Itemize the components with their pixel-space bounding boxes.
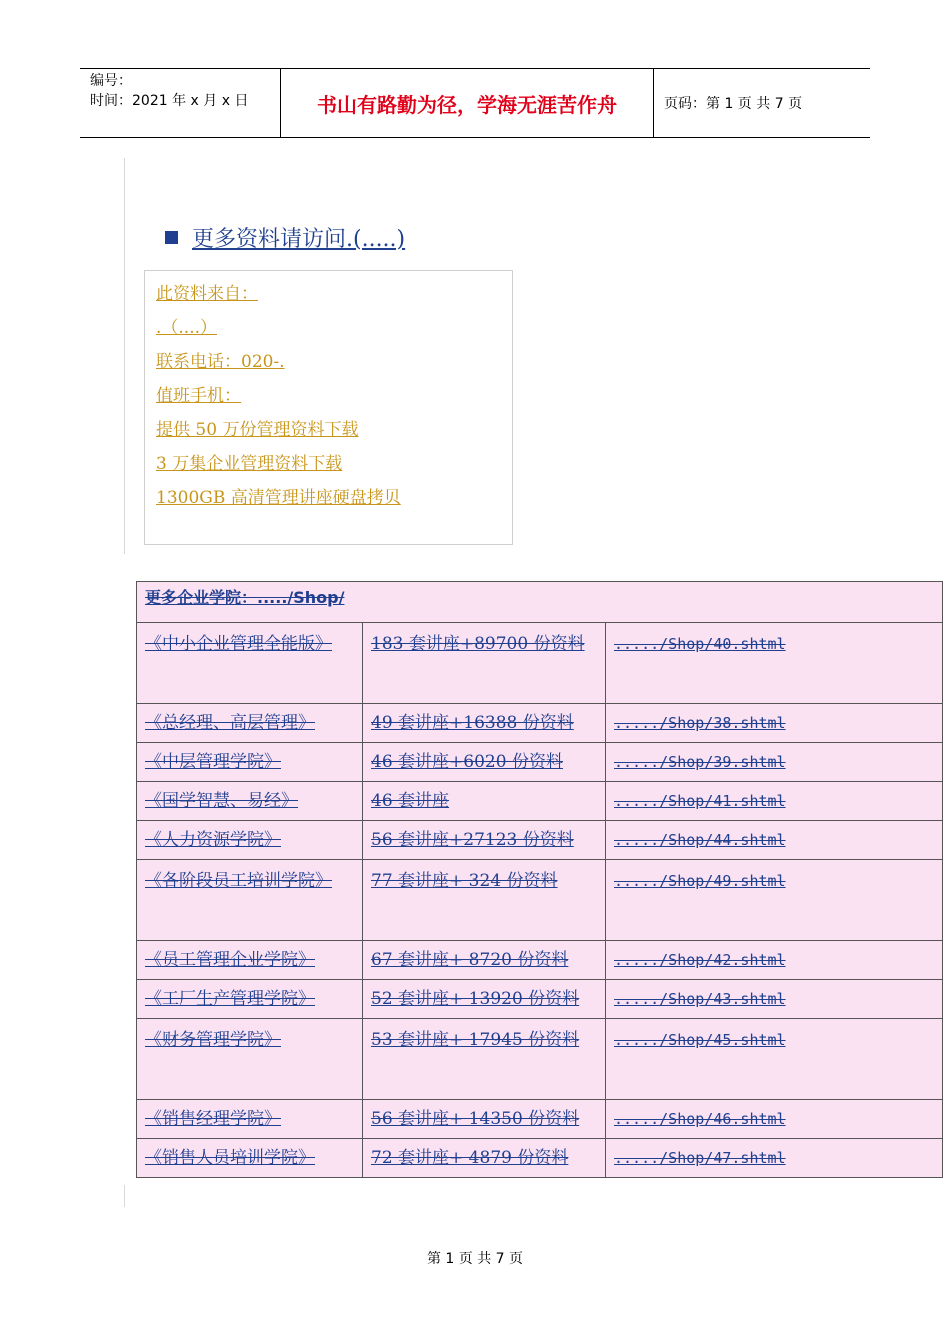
table-row	[137, 623, 943, 704]
header-motto: 书山有路勤为径，学海无涯苦作舟	[281, 69, 654, 137]
academy-url-cell[interactable]: ...../Shop/49.shtml	[606, 860, 943, 941]
academy-url-cell[interactable]: ...../Shop/45.shtml	[606, 1019, 943, 1100]
academy-url-cell[interactable]: ...../Shop/38.shtml	[606, 704, 943, 743]
source-line[interactable]: 值班手机：	[156, 386, 241, 406]
table-row	[137, 782, 943, 821]
academy-content-cell[interactable]: 72 套讲座+ 4879 份资料	[363, 1139, 606, 1178]
academy-url-cell[interactable]: ...../Shop/47.shtml	[606, 1139, 943, 1178]
table-row	[137, 980, 943, 1019]
header-page-number: 页码：第 1 页 共 7 页	[664, 96, 803, 112]
academy-content-cell[interactable]: 46 套讲座+6020 份资料	[363, 743, 606, 782]
academy-name-cell[interactable]: 《人力资源学院》	[137, 821, 363, 860]
academy-content-cell[interactable]: 77 套讲座+ 324 份资料	[363, 860, 606, 941]
margin-line	[124, 158, 125, 554]
table-row	[137, 1019, 943, 1100]
table-row	[137, 1139, 943, 1178]
source-line[interactable]: .（....）	[156, 318, 218, 338]
academy-name-cell[interactable]: 《各阶段员工培训学院》	[137, 860, 363, 941]
source-line[interactable]: 1300GB 高清管理讲座硬盘拷贝	[156, 488, 401, 508]
table-header-row	[137, 582, 943, 623]
source-line[interactable]: 提供 50 万份管理资料下载	[156, 420, 359, 440]
academy-content-cell[interactable]: 49 套讲座+16388 份资料	[363, 704, 606, 743]
academy-name-cell[interactable]: 《中小企业管理全能版》	[137, 623, 363, 704]
square-bullet-icon	[165, 231, 178, 244]
academy-name-cell[interactable]: 《工厂生产管理学院》	[137, 980, 363, 1019]
page-footer: 第 1 页 共 7 页	[426, 1251, 524, 1267]
source-info-box	[144, 270, 513, 545]
table-row	[137, 821, 943, 860]
source-line[interactable]: 此资料来自：	[156, 284, 258, 304]
table-row	[137, 704, 943, 743]
academy-content-cell[interactable]: 183 套讲座+89700 份资料	[363, 623, 606, 704]
academy-name-cell[interactable]: 《中层管理学院》	[137, 743, 363, 782]
number-label: 编号：	[90, 73, 132, 89]
page-header	[80, 68, 870, 138]
academy-content-cell[interactable]: 46 套讲座	[363, 782, 606, 821]
academy-name-cell[interactable]: 《国学智慧、易经》	[137, 782, 363, 821]
academy-name-cell[interactable]: 《销售经理学院》	[137, 1100, 363, 1139]
academy-url-cell[interactable]: ...../Shop/40.shtml	[606, 623, 943, 704]
table-header-cell[interactable]: 更多企业学院：...../Shop/	[137, 582, 943, 623]
header-meta	[80, 69, 281, 137]
academy-content-cell[interactable]: 53 套讲座+ 17945 份资料	[363, 1019, 606, 1100]
academy-name-cell[interactable]: 《财务管理学院》	[137, 1019, 363, 1100]
academy-url-cell[interactable]: ...../Shop/46.shtml	[606, 1100, 943, 1139]
academy-url-cell[interactable]: ...../Shop/42.shtml	[606, 941, 943, 980]
more-resources-text: 更多资料请访问.(.....)	[192, 227, 406, 252]
academy-url-cell[interactable]: ...../Shop/39.shtml	[606, 743, 943, 782]
table-row	[137, 941, 943, 980]
table-row	[137, 1100, 943, 1139]
table-row	[137, 743, 943, 782]
time-label: 时间：2021 年 x 月 x 日	[90, 93, 249, 109]
academy-name-cell[interactable]: 《总经理、高层管理》	[137, 704, 363, 743]
academy-name-cell[interactable]: 《员工管理企业学院》	[137, 941, 363, 980]
source-line[interactable]: 3 万集企业管理资料下载	[156, 454, 343, 474]
academy-url-cell[interactable]: ...../Shop/43.shtml	[606, 980, 943, 1019]
academy-table	[136, 581, 943, 1178]
academy-content-cell[interactable]: 52 套讲座+ 13920 份资料	[363, 980, 606, 1019]
academy-url-cell[interactable]: ...../Shop/41.shtml	[606, 782, 943, 821]
source-line[interactable]: 联系电话：020-.	[156, 352, 285, 372]
more-resources-link[interactable]	[165, 222, 405, 253]
academy-content-cell[interactable]: 56 套讲座+27123 份资料	[363, 821, 606, 860]
academy-content-cell[interactable]: 67 套讲座+ 8720 份资料	[363, 941, 606, 980]
table-row	[137, 860, 943, 941]
margin-line	[124, 1185, 125, 1207]
academy-url-cell[interactable]: ...../Shop/44.shtml	[606, 821, 943, 860]
academy-name-cell[interactable]: 《销售人员培训学院》	[137, 1139, 363, 1178]
academy-content-cell[interactable]: 56 套讲座+ 14350 份资料	[363, 1100, 606, 1139]
